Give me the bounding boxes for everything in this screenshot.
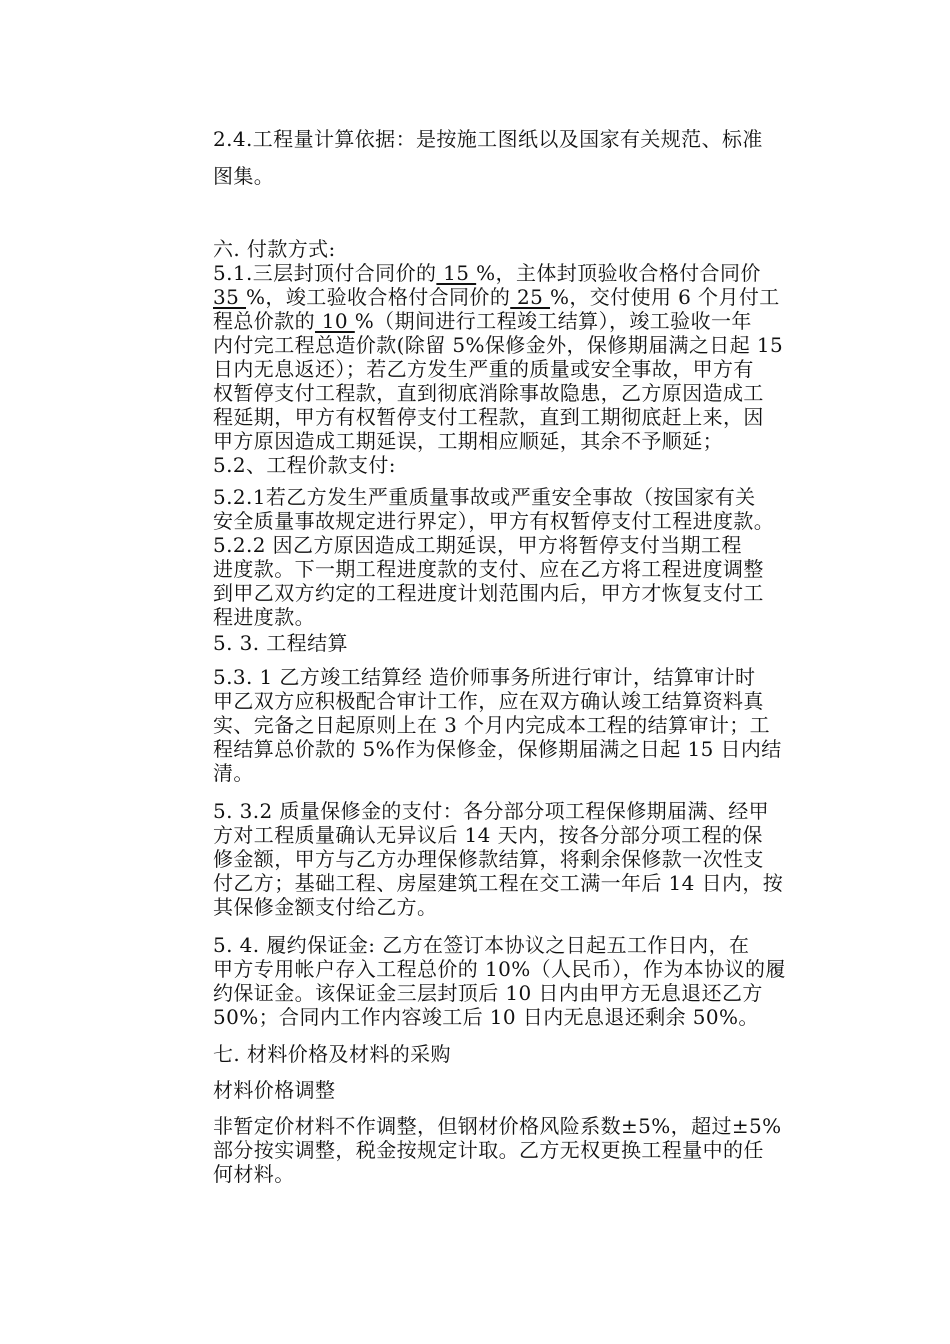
clause-5-1-text: %（期间进行工程竣工结算），竣工验收一年 (354, 309, 752, 333)
clause-5-3-1-line-4: 程结算总价款的 5%作为保修金，保修期届满之日起 15 日内结 (213, 737, 782, 761)
clause-5-1-line-7: 程延期，甲方有权暂停支付工程款，直到工期彻底赶上来，因 (213, 405, 764, 429)
clause-5-3-1-line-1: 5.3. 1 乙方竣工结算经 造价师事务所进行审计，结算审计时 (213, 665, 756, 689)
clause-5-4-line-4: 50%；合同内工作内容竣工后 10 日内无息退还剩余 50%。 (213, 1005, 759, 1029)
clause-5-1-line-4: 内付完工程总造价款(除留 5%保修金外，保修期届满之日起 15 (213, 333, 784, 357)
percent-blank-delivery: 10 (315, 309, 355, 333)
section-6-heading: 六. 付款方式: (213, 237, 336, 261)
clause-5-2-2-line-2: 进度款。下一期工程进度款的支付、应在乙方将工程进度调整 (213, 557, 764, 581)
clause-5-1-line-1 (213, 260, 761, 286)
clause-5-2-1-line-2: 安全质量事故规定进行界定），甲方有权暂停支付工程进度款。 (213, 509, 775, 533)
clause-5-3-2-line-4: 付乙方；基础工程、房屋建筑工程在交工满一年后 14 日内，按 (213, 871, 784, 895)
clause-5-3-1-line-2: 甲乙双方应积极配合审计工作，应在双方确认竣工结算资料真 (213, 689, 764, 713)
clause-5-1-text: %，竣工验收合格付合同价的 (246, 285, 511, 309)
clause-5-3-2-line-1: 5. 3.2 质量保修金的支付：各分部分项工程保修期届满、经甲 (213, 799, 770, 823)
clause-5-1-line-2 (213, 284, 780, 310)
clause-2-4-line-2: 图集。 (213, 164, 275, 188)
clause-5-1-line-5: 日内无息返还）；若乙方发生严重的质量或安全事故，甲方有 (213, 357, 754, 381)
clause-5-4-line-1: 5. 4. 履约保证金: 乙方在签订本协议之日起五工作日内，在 (213, 933, 750, 957)
clause-7-line-2: 部分按实调整，税金按规定计取。乙方无权更换工程量中的任 (213, 1138, 764, 1162)
clause-5-2-2-line-1: 5.2.2 因乙方原因造成工期延误，甲方将暂停支付当期工程 (213, 533, 742, 557)
clause-5-4-line-3: 约保证金。该保证金三层封顶后 10 日内由甲方无息退还乙方 (213, 981, 763, 1005)
clause-5-1-text: 5.1.三层封顶付合同价的 (213, 261, 437, 285)
clause-5-3-1-line-5: 清。 (213, 761, 254, 785)
clause-5-3-heading: 5. 3. 工程结算 (213, 631, 348, 655)
percent-blank-completion: 25 (510, 285, 550, 309)
clause-2-4-line-1: 2.4.工程量计算依据：是按施工图纸以及国家有关规范、标准 (213, 127, 763, 151)
clause-5-2-2-line-3: 到甲乙双方约定的工程进度计划范围内后，甲方才恢复支付工 (213, 581, 764, 605)
percent-blank-main-structure: 35 (213, 285, 247, 309)
clause-5-1-text: 程总价款的 (213, 309, 315, 333)
clause-5-3-2-line-2: 方对工程质量确认无异议后 14 天内，按各分部分项工程的保 (213, 823, 763, 847)
clause-7-line-1: 非暂定价材料不作调整，但钢材价格风险系数±5%，超过±5% (213, 1114, 782, 1138)
clause-5-2-heading: 5.2、工程价款支付: (213, 453, 396, 477)
percent-blank-topping: 15 (436, 261, 477, 285)
clause-5-2-2-line-4: 程进度款。 (213, 605, 315, 629)
clause-5-2-1-line-1: 5.2.1若乙方发生严重质量事故或严重安全事故（按国家有关 (213, 485, 756, 509)
clause-5-4-line-2: 甲方专用帐户存入工程总价的 10%（人民币），作为本协议的履 (213, 957, 786, 981)
clause-5-1-line-6: 权暂停支付工程款，直到彻底消除事故隐患，乙方原因造成工 (213, 381, 764, 405)
clause-5-3-1-line-3: 实、完备之日起原则上在 3 个月内完成本工程的结算审计；工 (213, 713, 771, 737)
clause-7-line-3: 何材料。 (213, 1162, 295, 1186)
section-7-heading: 七. 材料价格及材料的采购 (213, 1042, 451, 1066)
clause-5-1-line-3 (213, 308, 752, 334)
clause-5-1-text: %，主体封顶验收合格付合同价 (476, 261, 761, 285)
clause-5-3-2-line-5: 其保修金额支付给乙方。 (213, 895, 438, 919)
clause-5-3-2-line-3: 修金额，甲方与乙方办理保修款结算，将剩余保修款一次性支 (213, 847, 764, 871)
clause-5-1-text: %，交付使用 6 个月付工 (550, 285, 780, 309)
section-7-subheading: 材料价格调整 (213, 1078, 336, 1102)
clause-5-1-line-8: 甲方原因造成工期延误，工期相应顺延，其余不予顺延； (213, 429, 723, 453)
